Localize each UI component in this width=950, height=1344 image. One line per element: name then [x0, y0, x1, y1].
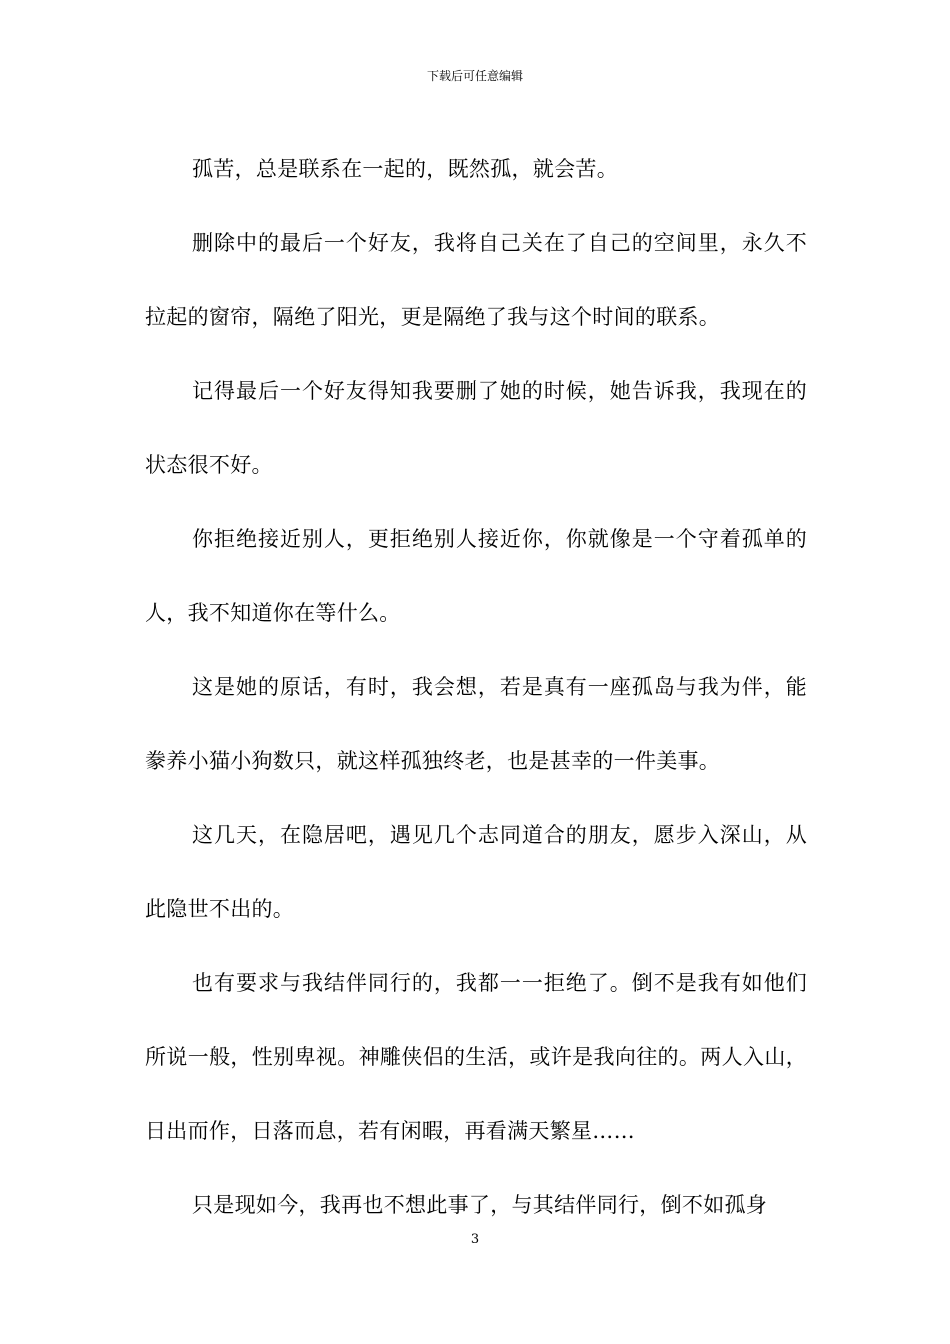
paragraph-2: 删除中的最后一个好友，我将自己关在了自己的空间里，永久不拉起的窗帘，隔绝了阳光，更是隔绝了我与这个时间的联系。 — [145, 231, 807, 329]
body-text — [145, 132, 807, 1242]
paragraph-1: 孤苦，总是联系在一起的，既然孤，就会苦。 — [192, 157, 618, 181]
page-header: 下载后可任意编辑 — [426, 69, 523, 83]
paragraph-7: 也有要求与我结伴同行的，我都一一拒绝了。倒不是我有如他们所说一般，性别卑视。神雕侠侣的生活，或许是我向往的。两人入山，日出而作，日落而息，若有闲暇，再看满天繁星…… — [145, 971, 807, 1143]
paragraph-8: 只是现如今，我再也不想此事了，与其结伴同行，倒不如孤身 — [192, 1193, 768, 1217]
paragraph-4: 你拒绝接近别人，更拒绝别人接近你，你就像是一个守着孤单的人，我不知道你在等什么。 — [145, 527, 807, 625]
paragraph-6: 这几天，在隐居吧，遇见几个志同道合的朋友，愿步入深山，从此隐世不出的。 — [145, 823, 807, 921]
page-number: 3 — [470, 1232, 480, 1247]
paragraph-3: 记得最后一个好友得知我要删了她的时候，她告诉我，我现在的状态很不好。 — [145, 379, 807, 477]
paragraph-5: 这是她的原话，有时，我会想，若是真有一座孤岛与我为伴，能豢养小猫小狗数只，就这样孤独终老，也是甚幸的一件美事。 — [145, 675, 807, 773]
